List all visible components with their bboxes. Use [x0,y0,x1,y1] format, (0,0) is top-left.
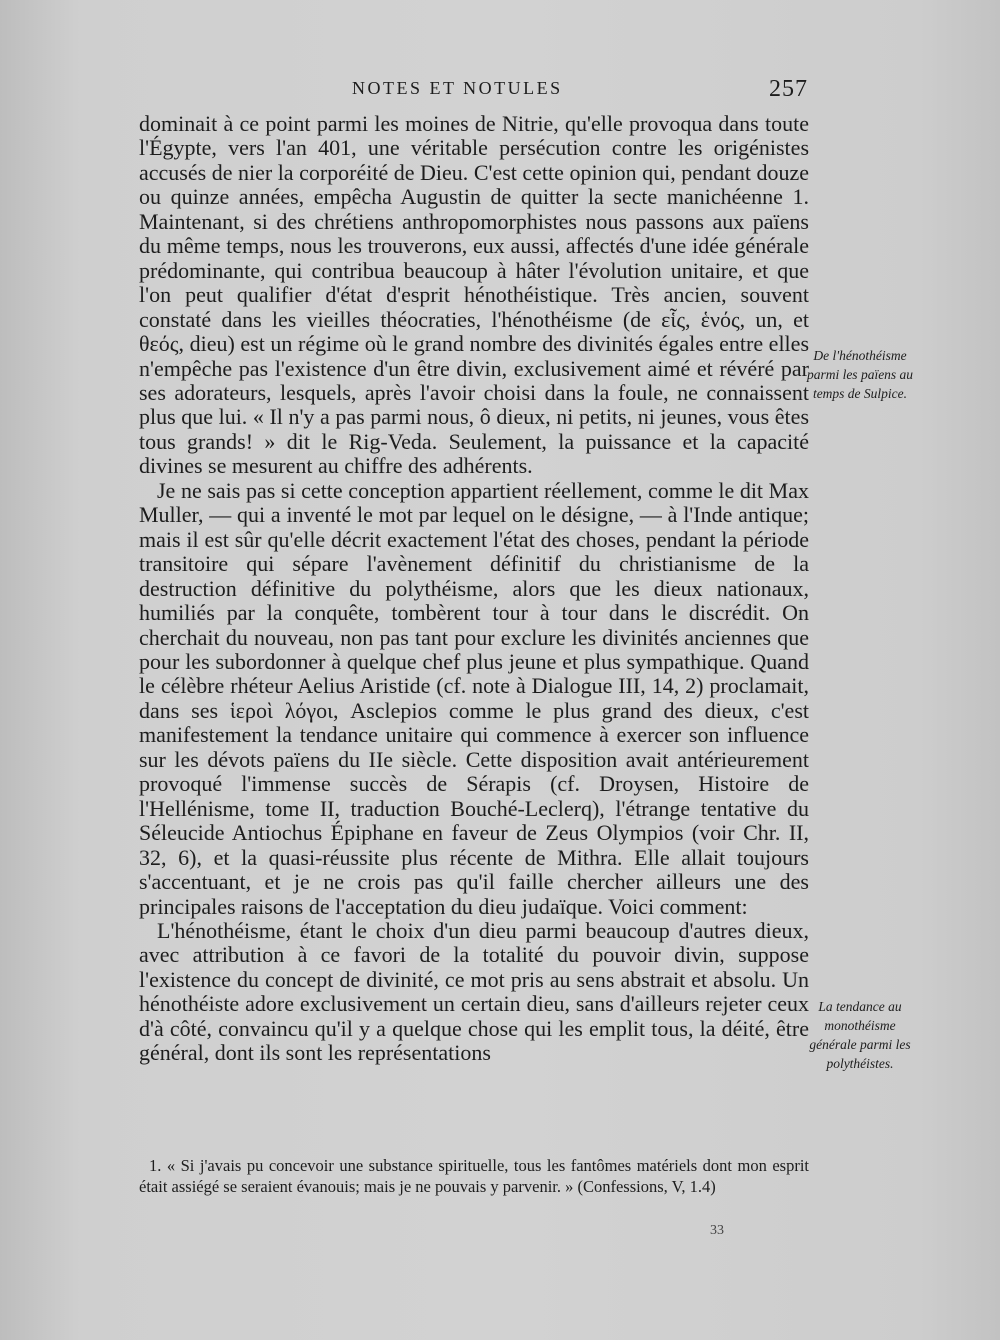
paragraph: L'hénothéisme, étant le choix d'un dieu parmi beaucoup d'autres dieux, avec attribution à ce favori de la totalité du pouvoir divin, suppose l'existence du concept de divinité, ce mot pris au sens abstrait et absolu. Un hénothéiste adore exclusivement un certain dieu, sans d'ailleurs rejeter ceux d'à côté, convaincu qu'il y a quelque chose qui les emplit tous, la déité, être général, dont ils sont les représentations [139,917,809,1066]
main-text [139,112,809,1066]
margin-note: La tendance au monothéisme générale parmi les polythéistes. [809,999,911,1071]
paragraph: dominait à ce point parmi les moines de Nitrie, qu'elle provoqua dans toute l'Égypte, vers l'an 401, une véritable persécution contre les origénistes accusés de nier la corporéité de Dieu. C'est cette opinion qui, pendant douze ou quinze années, empêcha Augustin de quitter la secte manichéenne 1. Maintenant, si des chrétiens anthropomorphistes nous passons aux païens du même temps, nous les trouverons, eux aussi, affectés d'une idée générale prédominante, qui contribua beaucoup à hâter l'évolution unitaire, et que l'on peut qualifier d'état d'esprit hénothéistique. Très ancien, souvent constaté dans les vieilles théocraties, l'hénothéisme (de εἷς, ἑνός, un, et θεός, dieu) est un régime où le grand nombre des divinités égales entre elles n'empêche pas l'existence d'un être divin, exclusivement aimé et révéré par ses adorateurs, lesquels, après l'avoir choisi dans la foule, ne connaissent plus que lui. « Il n'y a pas parmi nous, ô dieux, ni petits, ni jeunes, vous êtes tous grands! » dit le Rig-Veda. Seulement, la puissance et la capacité divines se mesurent au chiffre des adhérents. [139,111,809,479]
signature-mark: 33 [710,1223,724,1238]
margin-note: De l'hénothéisme parmi les païens au temps de Sulpice. [806,348,914,401]
running-head: NOTES ET NOTULES [352,78,563,98]
footnote: 1. « Si j'avais pu concevoir une substance spirituelle, tous les fantômes matériels dont mon esprit était assiégé se seraient évanouis; mais je ne pouvais y parvenir. » (Confessions, V, 1.4) [139,1156,809,1196]
page-number: 257 [769,76,808,102]
paragraph: Je ne sais pas si cette conception appartient réellement, comme le dit Max Muller, — qui a inventé le mot par lequel on le désigne, — à l'Inde antique; mais il est sûr qu'elle décrit exactement l'état des choses, pendant la période transitoire qui sépare l'avènement définitif du christianisme de la destruction définitive du polythéisme, alors que les dieux nationaux, humiliés par la conquête, tombèrent tour à tour dans le discrédit. On cherchait du nouveau, non pas tant pour exclure les divinités anciennes que pour les subordonner à quelque chef plus jeune et plus sympathique. Quand le célèbre rhéteur Aelius Aristide (cf. note à Dialogue III, 14, 2) proclamait, dans ses ἱεροὶ λόγοι, Asclepios comme le plus grand des dieux, c'est manifestement la tendance unitaire qui commence à exercer son influence sur les dévots païens du IIe siècle. Cette disposition avait antérieurement provoqué l'immense succès de Sérapis (cf. Droysen, Histoire de l'Hellénisme, tome II, traduction Bouché-Leclerq), l'étrange tentative du Séleucide Antiochus Épiphane en faveur de Zeus Olympios (voir Chr. II, 32, 6), et la quasi-réussite plus récente de Mithra. Elle allait toujours s'accentuant, et je ne crois pas qu'il faille chercher ailleurs une des principales raisons de l'acceptation du dieu judaïque. Voici comment: [139,477,809,919]
